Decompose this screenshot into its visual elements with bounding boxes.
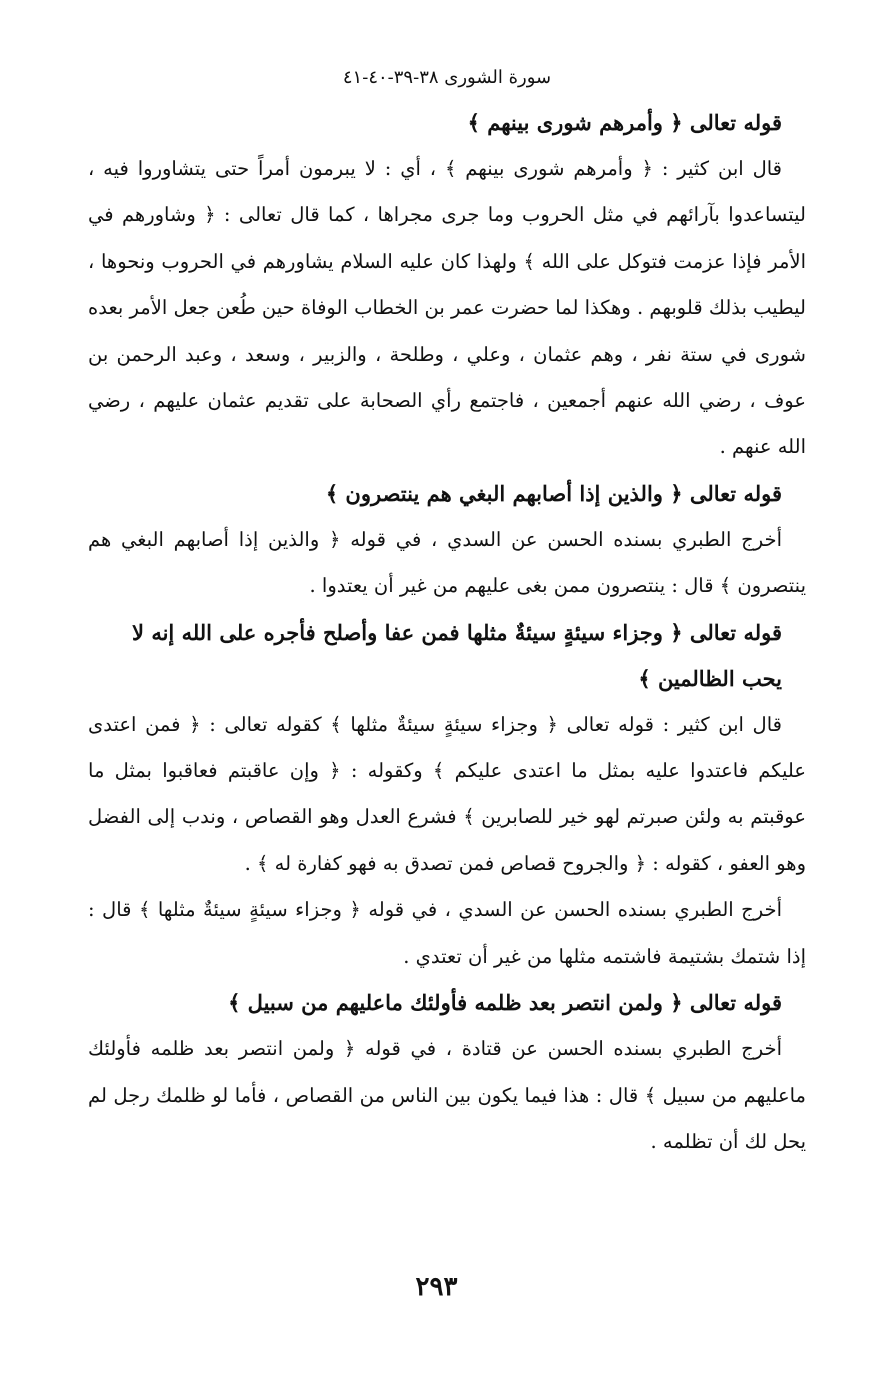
commentary-paragraph: أخرج الطبري بسنده الحسن عن السدي ، في قوله ﴿ والذين إذا أصابهم البغي هم ينتصرون ﴾ قال : ينتصرون ممن بغى عليهم من غير أن يعتدوا .	[88, 527, 806, 598]
section-jaza	[88, 610, 806, 980]
commentary-paragraph: قال ابن كثير : قوله تعالى ﴿ وجزاء سيئةٍ سيئةٌ مثلها ﴾ كقوله تعالى : ﴿ فمن اعتدى عليكم فاعتدوا عليه بمثل ما اعتدى عليكم ﴾ وكقوله : ﴿ وإن عاقبتم فعاقبوا بمثل ما عوقبتم به ولئن صبرتم لهو خير للصابرين ﴾ فشرع العدل وهو القصاص ، وندب إلى الفضل وهو العفو ، كقوله : ﴿ والجروح قصاص فمن تصدق به فهو كفارة له ﴾ .	[88, 712, 806, 875]
section-shura	[88, 100, 806, 471]
commentary-paragraph: أخرج الطبري بسنده الحسن عن السدي ، في قوله ﴿ وجزاء سيئةٍ سيئةٌ مثلها ﴾ قال : إذا شتمك بشتيمة فاشتمه مثلها من غير أن تعتدي .	[88, 898, 806, 968]
verse-heading: قوله تعالى ﴿ والذين إذا أصابهم البغي هم ينتصرون ﴾	[325, 480, 782, 506]
verse-heading: قوله تعالى ﴿ وأمرهم شورى بينهم ﴾	[467, 110, 782, 135]
verse-heading: قوله تعالى ﴿ وجزاء سيئةٍ سيئةٌ مثلها فمن عفا وأصلح فأجره على الله إنه لا يحب الظالمين ﴾	[132, 619, 782, 691]
section-zulm	[88, 980, 806, 1165]
section-intisar	[88, 471, 806, 610]
book-page	[88, 60, 806, 1165]
verse-heading: قوله تعالى ﴿ ولمن انتصر بعد ظلمه فأولئك ماعليهم من سبيل ﴾	[228, 990, 782, 1016]
commentary-paragraph: أخرج الطبري بسنده الحسن عن قتادة ، في قوله ﴿ ولمن انتصر بعد ظلمه فأولئك ماعليهم من سبيل ﴾ قال : هذا فيما يكون بين الناس من القصاص ، فأما لو ظلمك رجل لم يحل لك أن تظلمه .	[88, 1037, 806, 1153]
commentary-paragraph: قال ابن كثير : ﴿ وأمرهم شورى بينهم ﴾ ، أي : لا يبرمون أمراً حتى يتشاوروا فيه ، ليتساعدوا بآرائهم في مثل الحروب وما جرى مجراها ، كما قال تعالى : ﴿ وشاورهم في الأمر فإذا عزمت فتوكل على الله ﴾ ولهذا كان عليه السلام يشاورهم في الحروب ونحوها ، ليطيب بذلك قلوبهم . وهكذا لما حضرت عمر بن الخطاب الوفاة حين طُعن جعل الأمر بعده شورى في ستة نفر ، وهم عثمان ، وعلي ، وطلحة ، والزبير ، وسعد ، وعبد الرحمن بن عوف ، رضي الله عنهم أجمعين ، فاجتمع رأي الصحابة على تقديم عثمان عليهم ، رضي الله عنهم .	[88, 157, 806, 459]
running-title: سورة الشورى ٣٨-٣٩-٤٠-٤١	[342, 67, 552, 88]
page-number: ٢٩٣	[415, 1272, 458, 1302]
